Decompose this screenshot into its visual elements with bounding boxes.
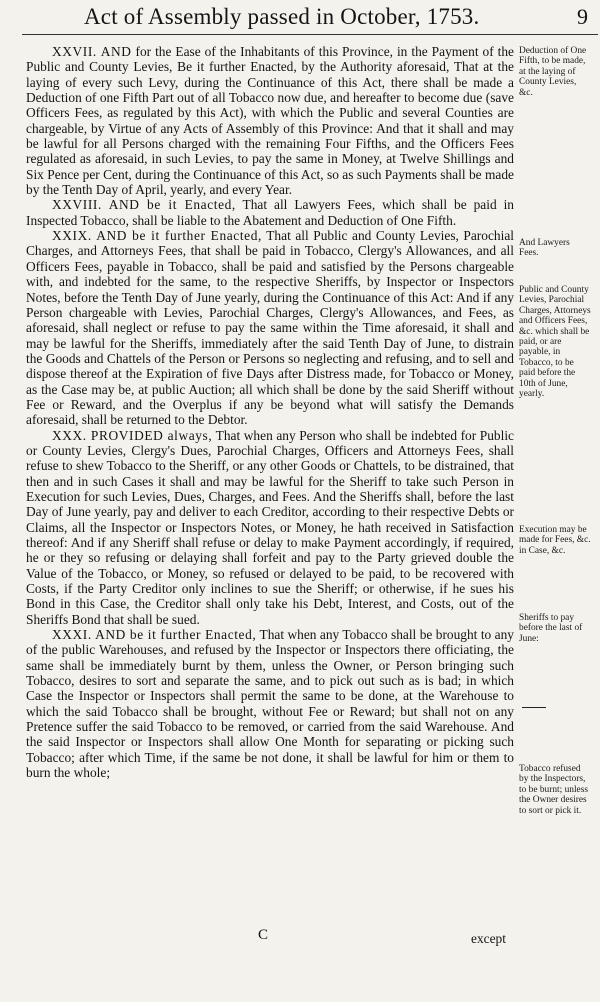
margin-dash: [522, 707, 546, 708]
body-text: [26, 44, 514, 781]
margin-note-sheriffs: Sheriffs to pay before the last of June:: [519, 613, 583, 644]
signature-mark: C: [258, 927, 269, 943]
section-heading: XXIX. AND be it further Enacted,: [52, 228, 262, 244]
section-xxix: [26, 228, 514, 427]
section-heading: XXVIII. AND be it Enacted,: [52, 197, 236, 213]
section-text: for the Ease of the Inhabitants of this Province, in the Payment of the Public and County Levies, Be it further Enacted, by the Authority aforesaid, That at the laying of every such Levy, during the Continuance of this Act, there shall be made a Deduction of one Fifth Part out of all Tobacco now due, and hereafter to become due (save Officers Fees, as regulated by this Act), with which the Public and several Counties are chargeable, by Virtue of any Acts of Assembly of this Province: And that it shall and may be lawful for all Persons charged with the remaining Four Fifths, and the Officers Fees regulated as aforesaid, in such Levies, to pay the same in Money, at Twelve Shillings and Six Pence per Cent, during the Continuance of this Act, so as such Payments shall be made by the Tenth Day of April, yearly, and every Year.: [26, 44, 514, 198]
section-text: That all Public and County Levies, Parochial Charges, and Attorneys Fees, that shall be paid in Tobacco, Clergy's Allowances, and all Officers Fees, payable in Tobacco, shall be paid and satisfied by the Persons chargeable with, and indebted for the same, to the respective Sheriffs, by Inspector or Inspectors Notes, before the Tenth Day of June yearly, during the Continuance of this Act: And if any Person chargeable with Levies, Parochial Charges, Clergy's Allowances, and Fees, as aforesaid, shall neglect or refuse to pay the same within the Time aforesaid, it shall and may be lawful for the Sheriffs, immediately after the said Tenth Day of June, to distrain the Goods and Chattels of the Person or Persons so neglecting and refusing, and to sell and dispose thereof at the Expiration of five Days after Distress made, for Tobacco or Money, as the Case may be, at public Auction; all which shall be done by the said Sheriff without Fee or Reward, and the Overplus if any be beyond what will satisfy the Demands aforesaid, shall be returned to the Debtor.: [26, 228, 514, 428]
section-text: That when any Person who shall be indebted for Public or County Levies, Clergy's Dues, Parochial Charges, Officers and Attorneys Fees, shall refuse to shew Tobacco to the Sheriff, or any other Goods or Chattels, to be distrained, that then and in such Cases it shall and may be lawful for the Sheriff to take such Person in Execution for such Levies, Dues, Charges, and Fees. And the Sheriffs shall, before the last Day of June yearly, pay and deliver to each Creditor, according to their respective Debts or Claims, all the Inspector or Inspectors Notes, or Money, he hath received in Satisfaction thereof: And if any Sheriff shall refuse or delay to make Payment accordingly, if required, he or they so refusing or delaying shall forfeit and pay to the Party grieved double the Value of the Tobacco, or Money, so refused or delayed to be paid, to be recovered with Costs, if the Party Creditor only inclines to sue the Sheriff; or otherwise, if he sues his Bond in this Case, the Creditor shall only take his Debt, Interest, and Costs, out of the Sheriffs Bond that shall be sued.: [26, 427, 515, 627]
page-header: [0, 2, 600, 38]
section-text: That all Lawyers Fees, which shall be paid in Inspected Tobacco, shall be liable to the Abatement and Deduction of One Fifth.: [26, 197, 514, 228]
section-heading: XXVII. AND: [52, 44, 132, 59]
section-xxviii: [26, 197, 514, 228]
section-xxvii: [26, 44, 514, 197]
margin-note-execution: Execution may be made for Fees, &c. in Case, &c.: [519, 525, 591, 556]
header-rule: [22, 34, 598, 35]
page-number: 9: [577, 4, 588, 29]
margin-note-lawyers-fees: And Lawyers Fees.: [519, 238, 570, 259]
margin-note-levies: Public and County Levies, Parochial Charges, Attorneys and Officers Fees, &c. which shall be paid, or are payable, in Tobacco, to be paid before the 10th of June, yearly.: [519, 285, 591, 400]
running-title: Act of Assembly passed in October, 1753.: [84, 4, 480, 29]
section-xxx: [26, 428, 514, 627]
margin-note-deduction: Deduction of One Fifth, to be made, at the laying of County Levies, &c.: [519, 46, 587, 98]
section-heading: XXX. PROVIDED always,: [52, 427, 213, 443]
section-xxxi: [26, 627, 514, 780]
section-heading: XXXI. AND be it further Enacted,: [52, 627, 257, 643]
section-text: That when any Tobacco shall be brought to any of the public Warehouses, and refused by the Inspector or Inspectors there officiating, the same shall be immediately burnt by them, unless the Owner, or Person bringing such Tobacco, desires to sort and separate the same, and to pick out such as is bad; in which Case the Inspector or Inspectors shall permit the same to be done, at the Warehouse to which the said Tobacco shall be brought, without Fee or Reward; but shall not on any Pretence suffer the said Tobacco to be removed, or carried from the said Warehouse. And the said Inspector or Inspectors shall allow One Month for separating or picking such Tobacco; after which Time, if the same be not done, it shall be lawful for him or them to burn the whole;: [26, 627, 514, 781]
margin-note-tobacco-refused: Tobacco refused by the Inspectors, to be burnt; unless the Owner desires to sort or pick it.: [519, 764, 589, 816]
catchword: except: [471, 931, 506, 946]
